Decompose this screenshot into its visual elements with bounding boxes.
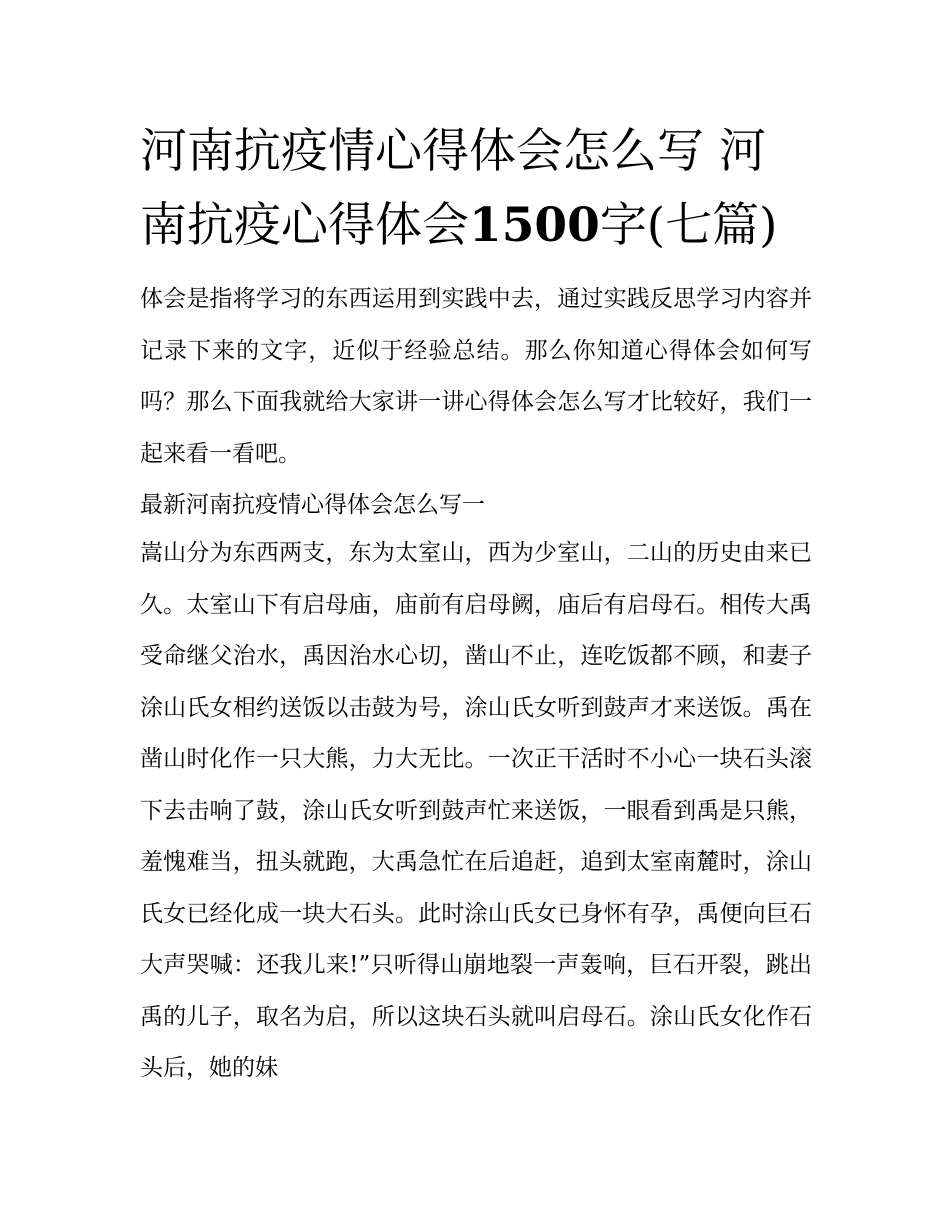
story-paragraph: 嵩山分为东西两支，东为太室山，西为少室山，二山的历史由来已久。太室山下有启母庙，庙前有启母阙，庙后有启母石。相传大禹受命继父治水，禹因治水心切，凿山不止，连吃饭都不顾，和妻子涂山氏女相约送饭以击鼓为号，涂山氏女听到鼓声才来送饭。禹在凿山时化作一只大熊，力大无比。一次正干活时不小心一块石头滚下去击响了鼓，涂山氏女听到鼓声忙来送饭，一眼看到禹是只熊，羞愧难当，扭头就跑，大禹急忙在后追赶，追到太室南麓时，涂山氏女已经化成一块大石头。此时涂山氏女已身怀有孕，禹便向巨石大声哭喊：还我儿来!”只听得山崩地裂一声轰响，巨石开裂，跳出禹的儿子，取名为启，所以这块石头就叫启母石。涂山氏女化作石头后，她的妹 [140,540,812,1081]
section-heading: 最新河南抗疫情心得体会怎么写一 [140,492,485,518]
title-number: 1500 [469,198,600,253]
intro-paragraph: 体会是指将学习的东西运用到实践中去，通过实践反思学习内容并记录下来的文字，近似于经验总结。那么你知道心得体会如何写吗？那么下面我就给大家讲一讲心得体会怎么写才比较好，我们一起来看一看吧。 [140,286,812,467]
title-text-part2: 字(七篇) [599,198,778,253]
document-title [140,115,812,263]
title-text-part1: 河南抗疫情心得体会怎么写 河南抗疫心得体会 [140,124,766,253]
